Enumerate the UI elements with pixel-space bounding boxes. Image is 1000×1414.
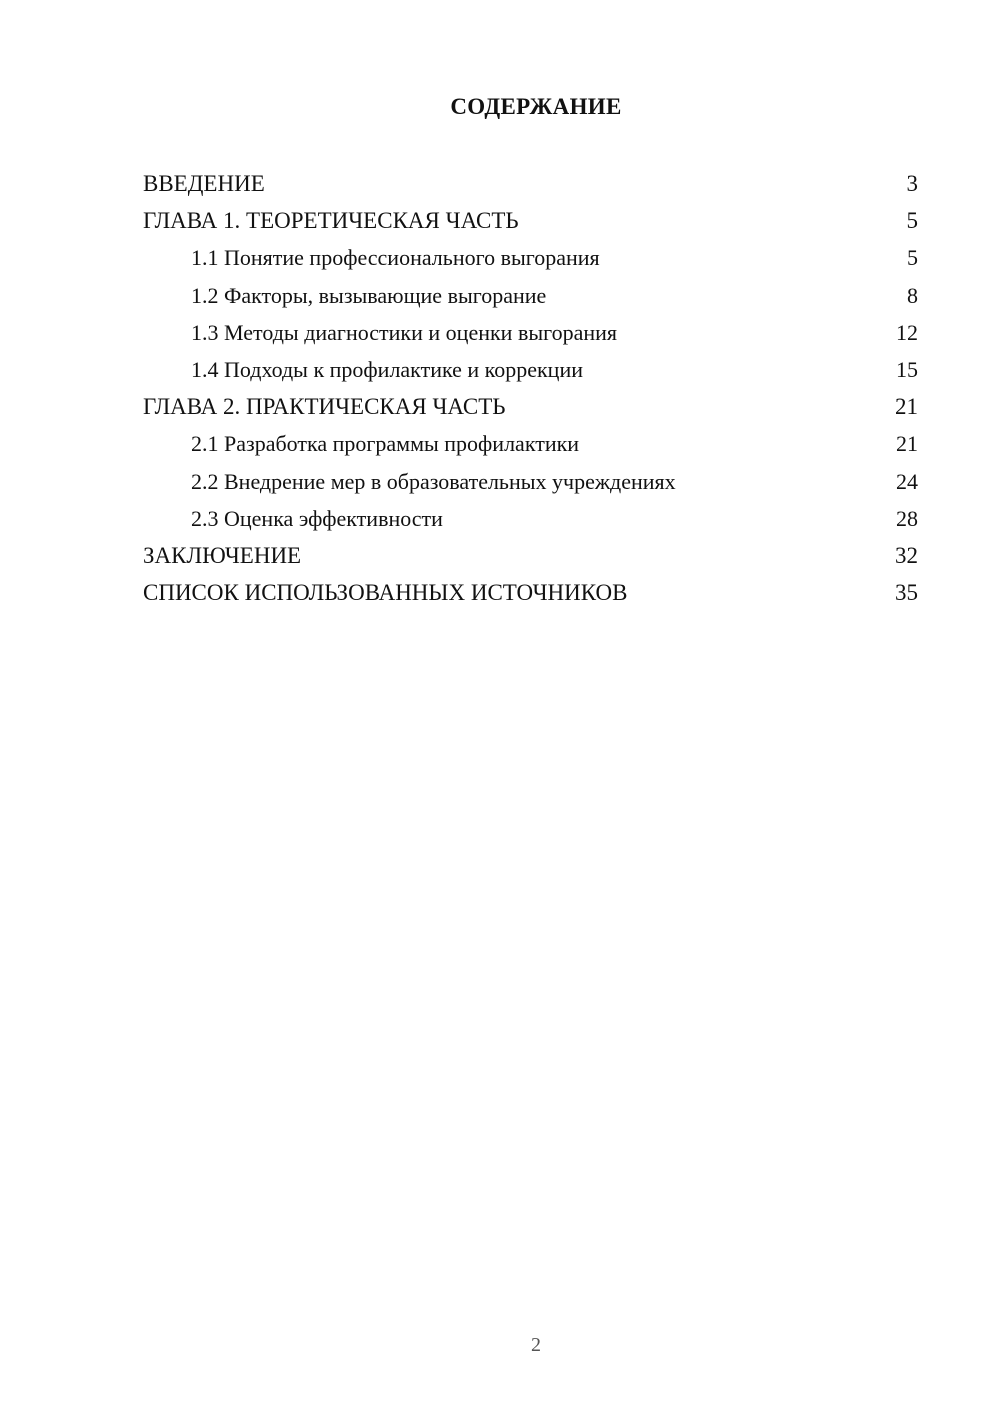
toc-entry-section-2-2[interactable] xyxy=(143,466,918,503)
toc-entry-references[interactable] xyxy=(143,577,918,614)
toc-entry-section-1-2[interactable] xyxy=(143,280,918,317)
toc-entry-chapter-1[interactable] xyxy=(143,205,918,242)
toc-entry-chapter-2[interactable] xyxy=(143,391,918,428)
toc-entry-label: 1.1 Понятие профессионального выгорания xyxy=(191,245,600,271)
toc-entry-section-1-1[interactable] xyxy=(143,242,918,279)
toc-entry-page: 24 xyxy=(896,468,918,494)
toc-title: СОДЕРЖАНИЕ xyxy=(450,94,622,119)
toc-entry-label: ВВЕДЕНИЕ xyxy=(143,171,265,196)
toc-entry-label: ЗАКЛЮЧЕНИЕ xyxy=(143,542,302,568)
toc-entry-page: 35 xyxy=(895,580,918,606)
page-number: 2 xyxy=(531,1334,541,1356)
toc-entry-section-1-4[interactable] xyxy=(143,354,918,391)
toc-entry-label: ГЛАВА 2. ПРАКТИЧЕСКАЯ ЧАСТЬ xyxy=(143,394,506,420)
toc-entry-page: 3 xyxy=(906,171,918,196)
toc-entry-page: 5 xyxy=(906,208,918,234)
table-of-contents xyxy=(143,168,918,614)
toc-entry-label: 2.1 Разработка программы профилактики xyxy=(191,431,580,457)
toc-entry-page: 5 xyxy=(907,245,918,271)
toc-entry-page: 21 xyxy=(896,431,918,457)
toc-entry-label: 2.3 Оценка эффективности xyxy=(191,505,443,531)
toc-entry-page: 8 xyxy=(907,282,918,308)
toc-entry-conclusion[interactable] xyxy=(143,540,918,577)
toc-entry-page: 15 xyxy=(896,356,918,382)
toc-entry-section-2-3[interactable] xyxy=(143,503,918,540)
toc-entry-label: 1.3 Методы диагностики и оценки выгорания xyxy=(191,319,618,345)
toc-entry-page: 21 xyxy=(895,394,918,420)
toc-entry-introduction[interactable] xyxy=(143,168,918,205)
toc-entry-label: СПИСОК ИСПОЛЬЗОВАННЫХ ИСТОЧНИКОВ xyxy=(143,580,628,606)
toc-entry-page: 32 xyxy=(895,542,918,568)
toc-entry-label: 2.2 Внедрение мер в образовательных учреждениях xyxy=(191,468,676,494)
toc-entry-label: 1.2 Факторы, вызывающие выгорание xyxy=(191,282,547,308)
toc-entry-section-2-1[interactable] xyxy=(143,428,918,465)
toc-entry-label: 1.4 Подходы к профилактике и коррекции xyxy=(191,356,583,382)
toc-entry-page: 12 xyxy=(896,319,918,345)
toc-entry-section-1-3[interactable] xyxy=(143,317,918,354)
toc-entry-label: ГЛАВА 1. ТЕОРЕТИЧЕСКАЯ ЧАСТЬ xyxy=(143,208,519,234)
toc-entry-page: 28 xyxy=(896,505,918,531)
